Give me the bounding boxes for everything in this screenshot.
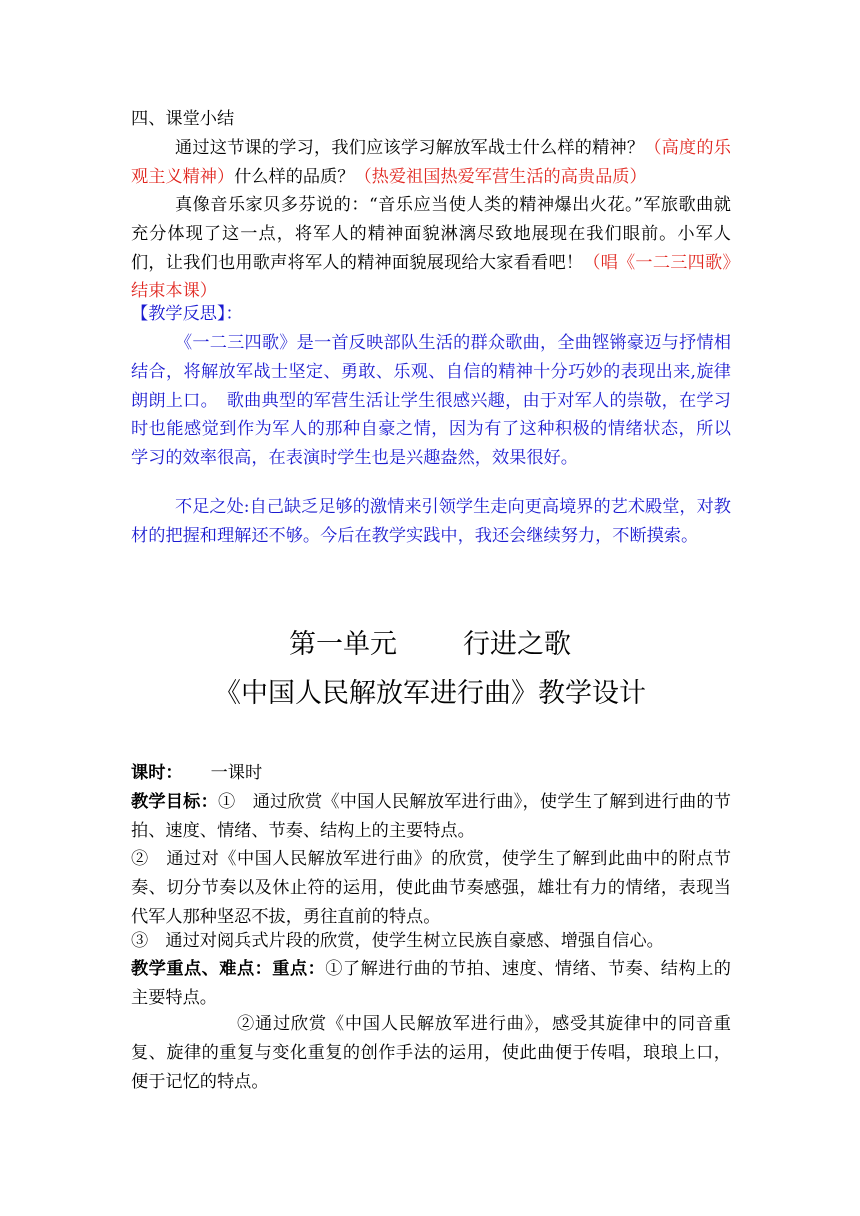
key-label: 教学重点、难点：重点： (131, 959, 326, 979)
summary-answer-2: （热爱祖国热爱军营生活的高贵品质） (354, 166, 647, 187)
summary-answer-1: （高度的乐观主义精神） (131, 138, 731, 187)
summary-heading: 四、课堂小结 (131, 109, 235, 129)
summary-paragraph-2 (131, 191, 731, 306)
summary-question-2: 什么样的品质？ (234, 166, 355, 187)
key-point-1 (131, 955, 731, 1013)
key-point-2: ②通过欣赏《中国人民解放军进行曲》，感受其旋律中的同音重复、旋律的重复与变化重复的创作手法的运用，使此曲便于传唱，琅琅上口，便于记忆的特点。 (131, 1014, 731, 1092)
period-line (131, 759, 731, 788)
reflection-paragraph-1: 《一二三四歌》是一首反映部队生活的群众歌曲，全曲铿锵豪迈与抒情相结合，将解放军战士坚定、勇敢、乐观、自信的精神十分巧妙的表现出来,旋律朗朗上口。 歌曲典型的军营生活让学生很感兴趣，由于对军人的崇敬，在学习时也能感觉到作为军人的那种自豪之情，因为有了这种积极的情绪状态，所以学习的效率很高，在表演时学生也是兴趣盎然，效果很好。 (131, 333, 731, 469)
reflection-heading: 【教学反思】： (131, 304, 243, 324)
summary-paragraph-1 (131, 134, 731, 192)
summary-quote-text: 真像音乐家贝多芬说的：“音乐应当使人类的精神爆出火花。”军旅歌曲就充分体现了这一点，将军人的精神面貌淋漓尽致地展现在我们眼前。小军人们，让我们也用歌声将军人的精神面貌展现给大家看看吧！ (131, 195, 731, 273)
period-label: 课时： (131, 763, 183, 783)
design-title: 《中国人民解放军进行曲》教学设计 (214, 678, 646, 709)
unit-title (0, 622, 860, 661)
goal-1 (131, 788, 731, 846)
key-1-text: ①了解进行曲的节拍、速度、情绪、节奏、结构上的主要特点。 (131, 959, 731, 1008)
goal-3: ③ 通过对阅兵式片段的欣赏，使学生树立民族自豪感、增强自信心。 (131, 931, 664, 951)
summary-question-1: 通过这节课的学习，我们应该学习解放军战士什么样的精神？ (175, 138, 645, 158)
period-value: 一课时 (210, 763, 263, 783)
unit-number: 第一单元 (289, 629, 397, 660)
reflection-paragraph-2: 不足之处:自己缺乏足够的激情来引领学生走向更高境界的艺术殿堂，对教材的把握和理解还不够。今后在教学实践中，我还会继续努力，不断摸索。 (131, 497, 731, 546)
summary-closing-note: （唱《一二三四歌》结束本课） (131, 252, 731, 302)
goal-2: ② 通过对《中国人民解放军进行曲》的欣赏，使学生了解到此曲中的附点节奏、切分节奏以及休止符的运用，使此曲节奏感强，雄壮有力的情绪，表现当代军人那种坚忍不拔，勇往直前的特点。 (131, 849, 731, 927)
unit-name: 行进之歌 (463, 629, 571, 660)
goal-1-text: ① 通过欣赏《中国人民解放军进行曲》，使学生了解到进行曲的节拍、速度、情绪、节奏、结构上的主要特点。 (131, 792, 731, 841)
goal-label: 教学目标： (131, 792, 218, 812)
